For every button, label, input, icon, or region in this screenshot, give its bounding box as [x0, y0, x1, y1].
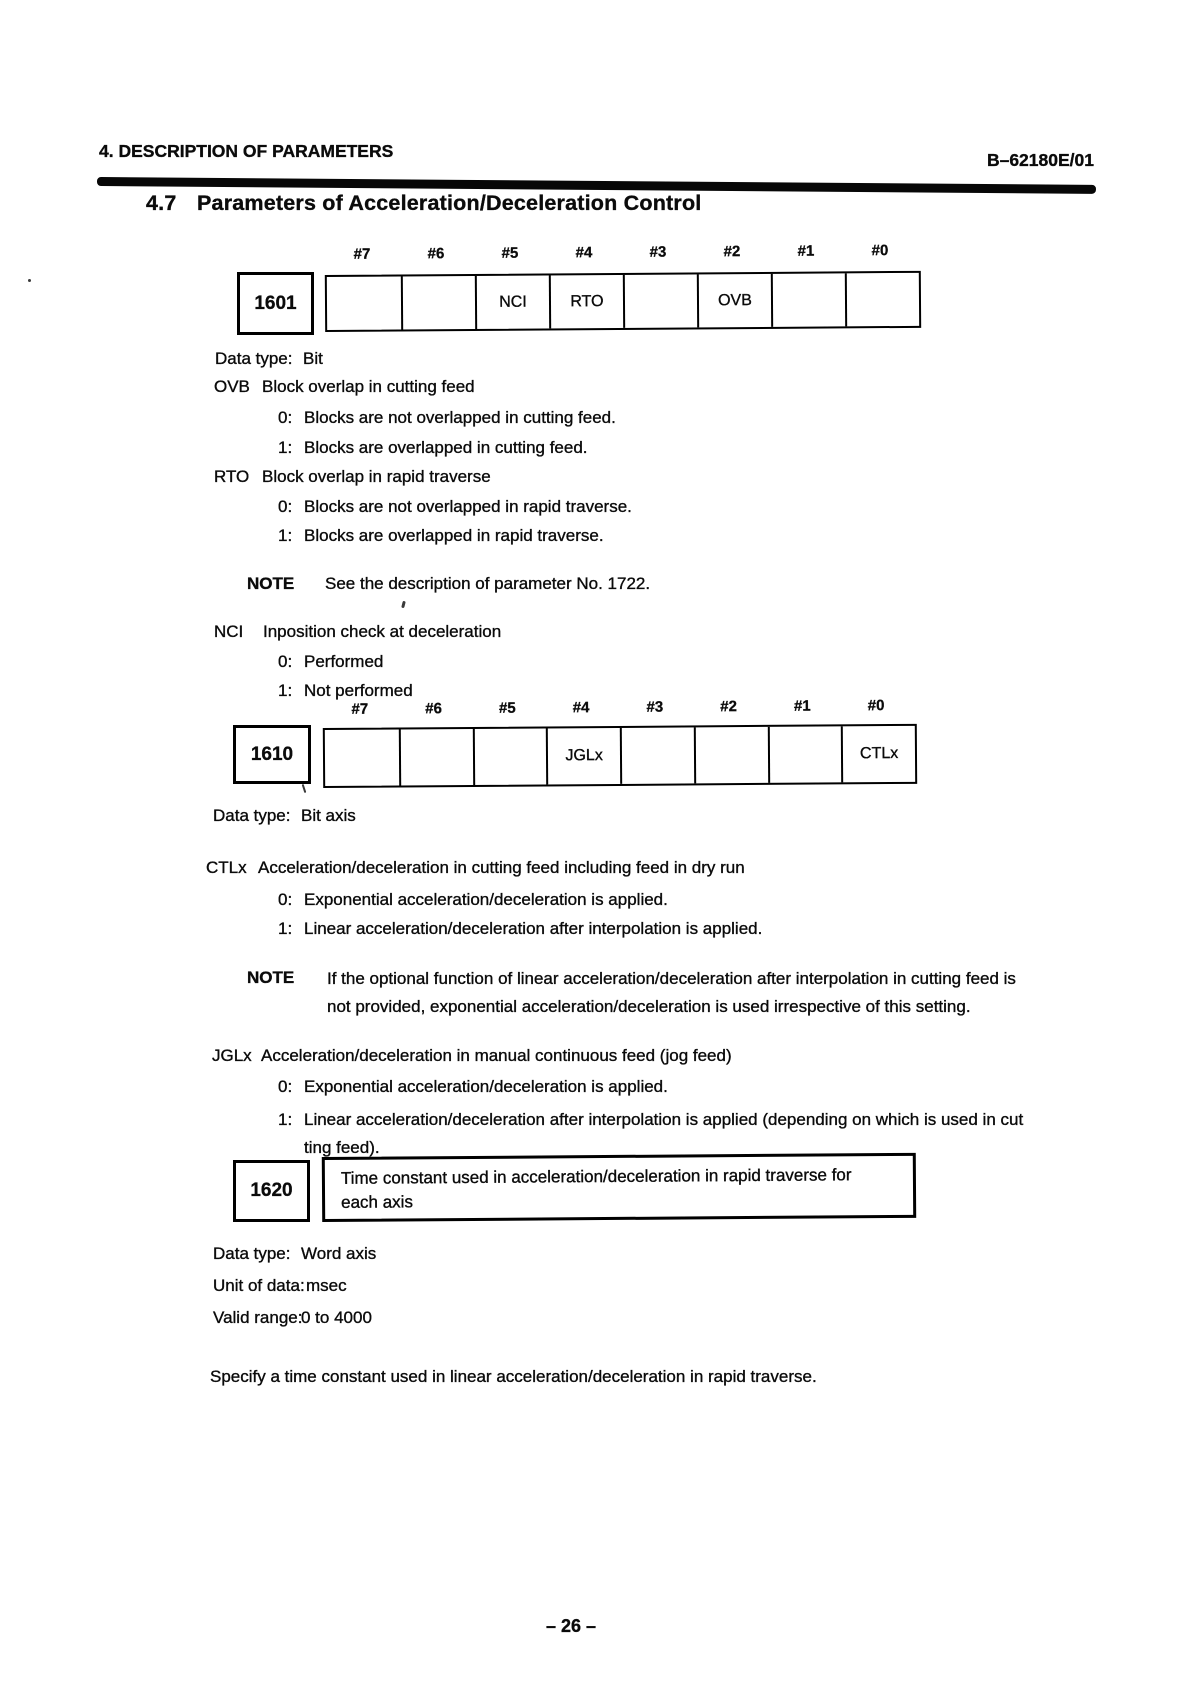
bit-cell	[399, 729, 473, 786]
bit-label: #0	[871, 242, 889, 260]
value-number: 0:	[278, 1077, 293, 1096]
note-text: See the description of parameter No. 1722.	[325, 574, 651, 593]
section-number: 4.7	[146, 191, 177, 215]
bit-term-desc: Block overlap in rapid traverse	[262, 467, 491, 486]
page-number: – 26 –	[546, 1616, 597, 1636]
param-number-box-1620: 1620	[233, 1160, 310, 1222]
note-label: NOTE	[247, 968, 295, 987]
bit-term-desc: Inposition check at deceleration	[263, 622, 502, 641]
valid-range-label: Valid range:	[213, 1308, 303, 1327]
value-number: 1:	[278, 526, 293, 545]
param-number-box-1610: 1610	[233, 725, 311, 784]
value-desc-line1: Linear acceleration/deceleration after interpolation is applied (depending on which is used in cut	[304, 1110, 1024, 1129]
note-label: NOTE	[247, 574, 295, 593]
bit-term: JGLx	[212, 1046, 252, 1065]
data-type-label: Data type:	[213, 806, 291, 825]
bit-term-desc: Block overlap in cutting feed	[262, 377, 475, 396]
param-description-box-1620	[322, 1153, 916, 1222]
param-desc-line1: Time constant used in acceleration/deceleration in rapid traverse for	[340, 1165, 852, 1188]
value-number: 0:	[278, 497, 293, 516]
bit-label: #2	[723, 243, 741, 261]
value-number: 0:	[278, 890, 293, 909]
value-desc: Blocks are not overlapped in cutting feed.	[304, 408, 616, 427]
bit-term: OVB	[214, 377, 250, 396]
note-text-line2: not provided, exponential acceleration/deceleration is used irrespective of this setting.	[327, 997, 971, 1016]
bit-table-1610	[323, 724, 917, 788]
bit-labels-row-1610	[323, 697, 913, 718]
bit-cell: CTLx	[841, 726, 915, 783]
valid-range-value: 0 to 4000	[301, 1308, 372, 1327]
bit-cell	[694, 727, 768, 784]
data-type-value: Bit axis	[301, 806, 356, 825]
note-text-line1: If the optional function of linear acceleration/deceleration after interpolation in cutting feed is	[327, 969, 1016, 988]
scan-speck	[302, 784, 307, 793]
value-desc: Blocks are overlapped in cutting feed.	[304, 438, 588, 457]
value-desc: Exponential acceleration/deceleration is applied.	[304, 890, 668, 909]
bit-cell	[472, 728, 546, 785]
bit-cell	[845, 273, 919, 327]
scan-speck	[401, 601, 406, 609]
value-desc: Performed	[304, 652, 384, 671]
param-number-box-1601: 1601	[237, 272, 314, 335]
value-desc: Not performed	[304, 681, 413, 700]
value-number: 0:	[278, 652, 293, 671]
value-number: 1:	[278, 1110, 293, 1129]
bit-cell	[623, 274, 697, 328]
bit-cell: NCI	[475, 275, 549, 329]
bit-cell	[327, 276, 401, 330]
bit-table-1601	[325, 271, 921, 332]
bit-cell	[771, 273, 845, 327]
bit-cell	[325, 729, 399, 786]
value-desc: Linear acceleration/deceleration after interpolation is applied.	[304, 919, 763, 938]
bit-cell: RTO	[549, 275, 623, 329]
bit-label: #3	[646, 698, 664, 716]
data-type-label: Data type:	[215, 349, 293, 368]
bit-label: #2	[720, 698, 738, 716]
bit-labels-row-1601	[325, 242, 917, 263]
bit-term-desc: Acceleration/deceleration in cutting feed including feed in dry run	[258, 858, 745, 877]
bit-label: #4	[572, 699, 590, 717]
bit-label: #0	[867, 697, 885, 715]
bit-cell: JGLx	[546, 728, 620, 785]
value-desc: Blocks are not overlapped in rapid traverse.	[304, 497, 632, 516]
bit-label: #5	[501, 244, 519, 262]
bit-label: #5	[498, 699, 516, 717]
value-desc: Blocks are overlapped in rapid traverse.	[304, 526, 604, 545]
scan-speck	[28, 279, 31, 282]
bit-term: CTLx	[206, 858, 247, 877]
bit-term: RTO	[214, 467, 250, 486]
value-number: 1:	[278, 681, 293, 700]
data-type-value: Word axis	[301, 1244, 377, 1263]
value-number: 1:	[278, 438, 293, 457]
bit-label: #4	[575, 244, 593, 262]
value-desc-line2: ting feed).	[304, 1138, 380, 1157]
data-type-value: Bit	[303, 349, 323, 368]
bit-term-desc: Acceleration/deceleration in manual continuous feed (jog feed)	[261, 1046, 732, 1065]
bit-cell: OVB	[697, 274, 771, 328]
bit-cell	[620, 727, 694, 784]
bit-label: #7	[353, 245, 371, 263]
value-number: 0:	[278, 408, 293, 427]
bit-label: #6	[425, 700, 443, 718]
bit-cell	[401, 276, 475, 330]
value-number: 1:	[278, 919, 293, 938]
param-desc-line2: each axis	[341, 1192, 413, 1212]
value-desc: Exponential acceleration/deceleration is applied.	[304, 1077, 668, 1096]
header-doc-number: B–62180E/01	[986, 150, 1094, 170]
unit-label: Unit of data:	[213, 1276, 305, 1295]
header-chapter-title: 4. DESCRIPTION OF PARAMETERS	[99, 141, 394, 161]
section-title: Parameters of Acceleration/Deceleration Control	[197, 191, 702, 215]
bit-term: NCI	[214, 622, 244, 641]
data-type-label: Data type:	[213, 1244, 291, 1263]
unit-value: msec	[306, 1276, 347, 1295]
bit-cell	[767, 726, 841, 783]
closing-sentence: Specify a time constant used in linear acceleration/deceleration in rapid traverse.	[210, 1367, 817, 1386]
bit-label: #1	[793, 697, 811, 715]
bit-label: #1	[797, 242, 815, 260]
bit-label: #7	[351, 700, 369, 718]
bit-label: #6	[427, 245, 445, 263]
bit-label: #3	[649, 243, 667, 261]
